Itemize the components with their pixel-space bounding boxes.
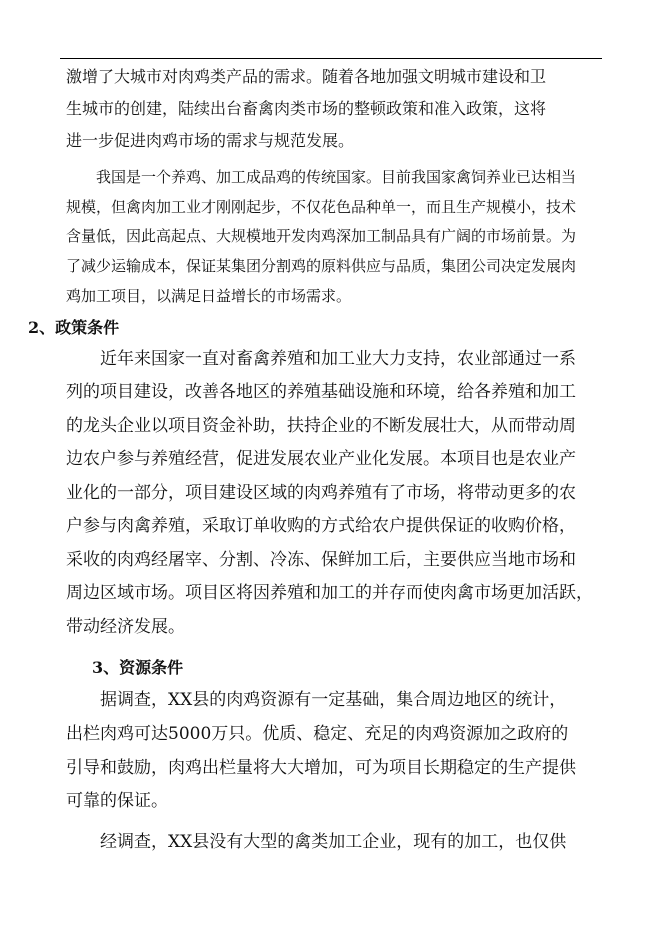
section-heading-policy: 2、政策条件 <box>28 318 120 337</box>
body-text-line: 近年来国家一直对畜禽养殖和加工业大力支持，农业部通过一系 <box>100 349 576 369</box>
body-text-line: 鸡加工项目，以满足日益增长的市场需求。 <box>66 287 352 305</box>
body-text-line: 我国是一个养鸡、加工成品鸡的传统国家。目前我国家禽饲养业已达相当 <box>96 168 577 186</box>
body-text-line: 可靠的保证。 <box>66 791 168 811</box>
header-rule <box>60 58 602 59</box>
body-text-line: 的龙头企业以项目资金补助，扶持企业的不断发展壮大，从而带动周 <box>66 416 576 436</box>
body-text-line: 列的项目建设，改善各地区的养殖基础设施和环境，给各养殖和加工 <box>66 382 576 402</box>
body-text-line: 边农户参与养殖经营，促进发展农业产业化发展。本项目也是农业产 <box>66 449 576 469</box>
body-text-line: 出栏肉鸡可达5000万只。优质、稳定、充足的肉鸡资源加之政府的 <box>66 724 569 744</box>
body-text-line: 生城市的创建，陆续出台畜禽肉类市场的整顿政策和准入政策，这将 <box>66 99 547 118</box>
body-text-line: 含量低，因此高起点、大规模地开发肉鸡深加工制品具有广阔的市场前景。为 <box>66 227 577 245</box>
body-text-line: 进一步促进肉鸡市场的需求与规范发展。 <box>66 131 355 150</box>
body-text-line: 业化的一部分，项目建设区域的肉鸡养殖有了市场，将带动更多的农 <box>66 483 576 503</box>
section-heading-resources: 3、资源条件 <box>92 658 184 677</box>
body-text-line: 了减少运输成本，保证某集团分割鸡的原料供应与品质，集团公司决定发展肉 <box>66 257 577 275</box>
body-text-line: 激增了大城市对肉鸡类产品的需求。随着各地加强文明城市建设和卫 <box>66 67 547 86</box>
body-text-line: 经调查，XX县没有大型的禽类加工企业，现有的加工，也仅供 <box>100 832 567 852</box>
body-text-line: 引导和鼓励，肉鸡出栏量将大大增加，可为项目长期稳定的生产提供 <box>66 758 576 778</box>
body-text-line: 周边区域市场。项目区将因养殖和加工的并存而使肉禽市场更加活跃， <box>66 583 593 603</box>
body-text-line: 户参与肉禽养殖，采取订单收购的方式给农户提供保证的收购价格， <box>66 516 576 536</box>
body-text-line: 据调查，XX县的肉鸡资源有一定基础，集合周边地区的统计， <box>100 690 567 710</box>
body-text-line: 规模，但禽肉加工业才刚刚起步，不仅花色品种单一，而且生产规模小，技术 <box>66 198 577 216</box>
body-text-line: 采收的肉鸡经屠宰、分割、冷冻、保鲜加工后，主要供应当地市场和 <box>66 550 576 570</box>
body-text-line: 带动经济发展。 <box>66 617 185 637</box>
